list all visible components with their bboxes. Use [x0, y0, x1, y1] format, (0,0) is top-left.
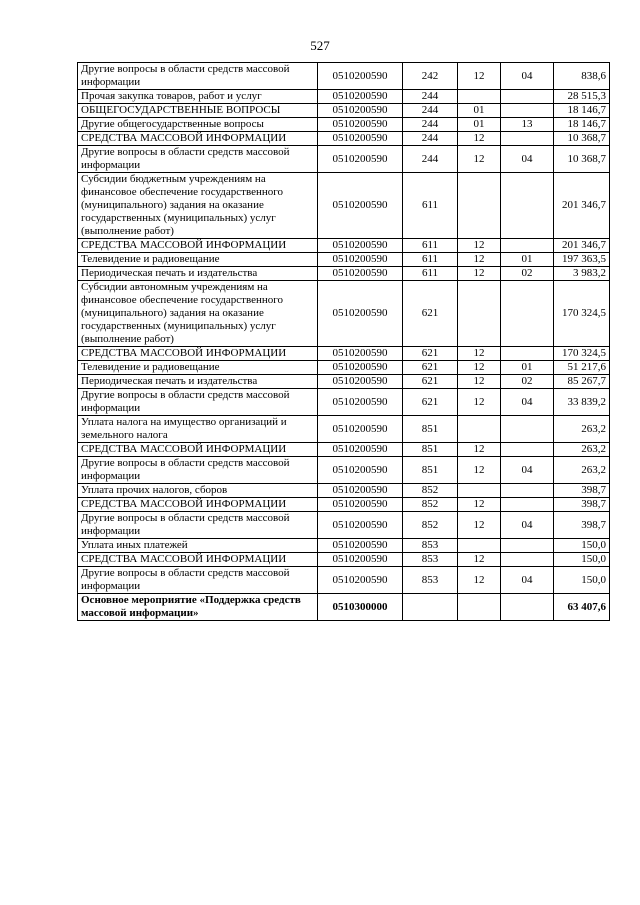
row-name-cell: СРЕДСТВА МАССОВОЙ ИНФОРМАЦИИ	[78, 498, 318, 512]
row-name-cell: СРЕДСТВА МАССОВОЙ ИНФОРМАЦИИ	[78, 443, 318, 457]
row-rz-cell: 12	[458, 553, 501, 567]
row-rz-cell: 12	[458, 253, 501, 267]
row-name-cell: Другие вопросы в области средств массовой информации	[78, 146, 318, 173]
table-row	[78, 104, 610, 118]
table-row	[78, 443, 610, 457]
table-row	[78, 281, 610, 347]
row-sum-cell: 150,0	[554, 567, 610, 594]
row-sum-cell: 398,7	[554, 498, 610, 512]
row-name-cell: Периодическая печать и издательства	[78, 375, 318, 389]
table-row	[78, 484, 610, 498]
row-csr-cell: 0510200590	[318, 416, 403, 443]
row-sum-cell: 170 324,5	[554, 281, 610, 347]
row-rz-cell: 12	[458, 361, 501, 375]
row-csr-cell: 0510200590	[318, 443, 403, 457]
row-rz-cell: 12	[458, 375, 501, 389]
row-csr-cell: 0510200590	[318, 281, 403, 347]
row-pr-cell	[501, 347, 554, 361]
row-sum-cell: 63 407,6	[554, 594, 610, 621]
row-rz-cell	[458, 539, 501, 553]
row-csr-cell: 0510200590	[318, 539, 403, 553]
row-rz-cell	[458, 281, 501, 347]
row-csr-cell: 0510200590	[318, 553, 403, 567]
row-rz-cell: 01	[458, 118, 501, 132]
row-pr-cell: 13	[501, 118, 554, 132]
row-csr-cell: 0510200590	[318, 457, 403, 484]
row-name-cell: Уплата налога на имущество организаций и земельного налога	[78, 416, 318, 443]
row-name-cell: Другие общегосударственные вопросы	[78, 118, 318, 132]
row-name-cell: СРЕДСТВА МАССОВОЙ ИНФОРМАЦИИ	[78, 553, 318, 567]
row-vr-cell: 621	[403, 361, 458, 375]
row-csr-cell: 0510200590	[318, 361, 403, 375]
row-sum-cell: 201 346,7	[554, 239, 610, 253]
row-pr-cell: 02	[501, 267, 554, 281]
row-vr-cell: 244	[403, 146, 458, 173]
row-vr-cell: 244	[403, 118, 458, 132]
row-name-cell: Другие вопросы в области средств массовой информации	[78, 389, 318, 416]
row-sum-cell: 18 146,7	[554, 104, 610, 118]
row-rz-cell: 12	[458, 443, 501, 457]
row-csr-cell: 0510200590	[318, 567, 403, 594]
row-rz-cell	[458, 416, 501, 443]
row-pr-cell	[501, 132, 554, 146]
page-number: 527	[310, 38, 330, 53]
table-row	[78, 567, 610, 594]
row-pr-cell: 04	[501, 567, 554, 594]
table-row	[78, 90, 610, 104]
row-vr-cell: 852	[403, 512, 458, 539]
row-csr-cell: 0510200590	[318, 173, 403, 239]
row-rz-cell: 12	[458, 512, 501, 539]
row-vr-cell: 611	[403, 253, 458, 267]
row-sum-cell: 197 363,5	[554, 253, 610, 267]
row-vr-cell: 852	[403, 498, 458, 512]
row-name-cell: Периодическая печать и издательства	[78, 267, 318, 281]
table-row	[78, 361, 610, 375]
row-name-cell: Субсидии бюджетным учреждениям на финансовое обеспечение государственного (муниципального) задания на оказание государственных (муниципальных) услуг (выполнение работ)	[78, 173, 318, 239]
row-csr-cell: 0510200590	[318, 253, 403, 267]
row-rz-cell: 12	[458, 389, 501, 416]
table-row	[78, 239, 610, 253]
row-csr-cell: 0510200590	[318, 132, 403, 146]
budget-table	[77, 62, 610, 621]
table-row	[78, 146, 610, 173]
row-sum-cell: 10 368,7	[554, 146, 610, 173]
row-rz-cell: 12	[458, 457, 501, 484]
row-vr-cell: 853	[403, 553, 458, 567]
row-sum-cell: 150,0	[554, 553, 610, 567]
row-vr-cell: 621	[403, 389, 458, 416]
row-vr-cell: 611	[403, 239, 458, 253]
row-rz-cell: 12	[458, 498, 501, 512]
table-row	[78, 253, 610, 267]
row-name-cell: Другие вопросы в области средств массовой информации	[78, 567, 318, 594]
row-rz-cell: 12	[458, 132, 501, 146]
table-row	[78, 267, 610, 281]
row-vr-cell: 244	[403, 132, 458, 146]
row-vr-cell: 851	[403, 416, 458, 443]
row-name-cell: Другие вопросы в области средств массовой информации	[78, 63, 318, 90]
row-vr-cell: 621	[403, 281, 458, 347]
row-csr-cell: 0510200590	[318, 63, 403, 90]
row-vr-cell: 852	[403, 484, 458, 498]
row-name-cell: Уплата иных платежей	[78, 539, 318, 553]
row-pr-cell	[501, 239, 554, 253]
row-pr-cell	[501, 281, 554, 347]
row-csr-cell: 0510200590	[318, 512, 403, 539]
row-csr-cell: 0510200590	[318, 90, 403, 104]
row-pr-cell	[501, 173, 554, 239]
table-row	[78, 416, 610, 443]
row-pr-cell	[501, 90, 554, 104]
row-name-cell: СРЕДСТВА МАССОВОЙ ИНФОРМАЦИИ	[78, 239, 318, 253]
table-row	[78, 118, 610, 132]
table-row	[78, 347, 610, 361]
row-sum-cell: 398,7	[554, 484, 610, 498]
row-rz-cell: 12	[458, 63, 501, 90]
row-vr-cell: 853	[403, 567, 458, 594]
row-pr-cell	[501, 484, 554, 498]
row-vr-cell: 851	[403, 457, 458, 484]
row-pr-cell: 04	[501, 389, 554, 416]
table-row	[78, 539, 610, 553]
row-vr-cell: 621	[403, 375, 458, 389]
row-csr-cell: 0510300000	[318, 594, 403, 621]
row-name-cell: СРЕДСТВА МАССОВОЙ ИНФОРМАЦИИ	[78, 132, 318, 146]
row-vr-cell: 611	[403, 173, 458, 239]
row-pr-cell: 04	[501, 512, 554, 539]
row-rz-cell: 12	[458, 267, 501, 281]
row-sum-cell: 263,2	[554, 416, 610, 443]
row-pr-cell	[501, 539, 554, 553]
row-rz-cell	[458, 594, 501, 621]
row-sum-cell: 85 267,7	[554, 375, 610, 389]
row-sum-cell: 398,7	[554, 512, 610, 539]
row-csr-cell: 0510200590	[318, 375, 403, 389]
row-csr-cell: 0510200590	[318, 239, 403, 253]
row-csr-cell: 0510200590	[318, 146, 403, 173]
row-pr-cell: 01	[501, 361, 554, 375]
row-rz-cell: 01	[458, 104, 501, 118]
row-vr-cell: 851	[403, 443, 458, 457]
row-pr-cell	[501, 416, 554, 443]
row-vr-cell: 853	[403, 539, 458, 553]
row-rz-cell: 12	[458, 146, 501, 173]
row-pr-cell: 04	[501, 146, 554, 173]
row-rz-cell	[458, 484, 501, 498]
row-pr-cell	[501, 443, 554, 457]
row-csr-cell: 0510200590	[318, 484, 403, 498]
row-sum-cell: 3 983,2	[554, 267, 610, 281]
row-rz-cell: 12	[458, 347, 501, 361]
row-sum-cell: 28 515,3	[554, 90, 610, 104]
budget-table-body	[78, 63, 610, 621]
row-name-cell: Прочая закупка товаров, работ и услуг	[78, 90, 318, 104]
table-row	[78, 389, 610, 416]
row-sum-cell: 33 839,2	[554, 389, 610, 416]
row-csr-cell: 0510200590	[318, 118, 403, 132]
row-csr-cell: 0510200590	[318, 104, 403, 118]
row-sum-cell: 18 146,7	[554, 118, 610, 132]
row-name-cell: СРЕДСТВА МАССОВОЙ ИНФОРМАЦИИ	[78, 347, 318, 361]
row-sum-cell: 201 346,7	[554, 173, 610, 239]
row-rz-cell: 12	[458, 567, 501, 594]
row-vr-cell: 244	[403, 90, 458, 104]
row-pr-cell: 01	[501, 253, 554, 267]
row-rz-cell: 12	[458, 239, 501, 253]
table-row	[78, 553, 610, 567]
row-name-cell: ОБЩЕГОСУДАРСТВЕННЫЕ ВОПРОСЫ	[78, 104, 318, 118]
row-csr-cell: 0510200590	[318, 347, 403, 361]
row-csr-cell: 0510200590	[318, 267, 403, 281]
row-name-cell: Другие вопросы в области средств массовой информации	[78, 512, 318, 539]
row-sum-cell: 170 324,5	[554, 347, 610, 361]
row-sum-cell: 51 217,6	[554, 361, 610, 375]
row-name-cell: Телевидение и радиовещание	[78, 253, 318, 267]
row-pr-cell	[501, 594, 554, 621]
row-sum-cell: 150,0	[554, 539, 610, 553]
table-row	[78, 173, 610, 239]
row-pr-cell	[501, 498, 554, 512]
table-row	[78, 457, 610, 484]
row-vr-cell: 621	[403, 347, 458, 361]
table-row	[78, 375, 610, 389]
row-name-cell: Основное мероприятие «Поддержка средств массовой информации»	[78, 594, 318, 621]
table-row	[78, 512, 610, 539]
row-name-cell: Телевидение и радиовещание	[78, 361, 318, 375]
row-csr-cell: 0510200590	[318, 498, 403, 512]
row-vr-cell	[403, 594, 458, 621]
row-sum-cell: 263,2	[554, 443, 610, 457]
row-pr-cell: 04	[501, 457, 554, 484]
row-pr-cell: 02	[501, 375, 554, 389]
row-rz-cell	[458, 90, 501, 104]
row-csr-cell: 0510200590	[318, 389, 403, 416]
row-sum-cell: 838,6	[554, 63, 610, 90]
row-name-cell: Уплата прочих налогов, сборов	[78, 484, 318, 498]
row-sum-cell: 263,2	[554, 457, 610, 484]
table-row	[78, 63, 610, 90]
row-vr-cell: 242	[403, 63, 458, 90]
table-row	[78, 498, 610, 512]
row-vr-cell: 611	[403, 267, 458, 281]
row-rz-cell	[458, 173, 501, 239]
row-name-cell: Субсидии автономным учреждениям на финансовое обеспечение государственного (муниципального) задания на оказание государственных (муниципальных) услуг (выполнение работ)	[78, 281, 318, 347]
table-row	[78, 132, 610, 146]
table-row	[78, 594, 610, 621]
row-pr-cell	[501, 553, 554, 567]
row-vr-cell: 244	[403, 104, 458, 118]
row-name-cell: Другие вопросы в области средств массовой информации	[78, 457, 318, 484]
row-pr-cell: 04	[501, 63, 554, 90]
row-pr-cell	[501, 104, 554, 118]
row-sum-cell: 10 368,7	[554, 132, 610, 146]
